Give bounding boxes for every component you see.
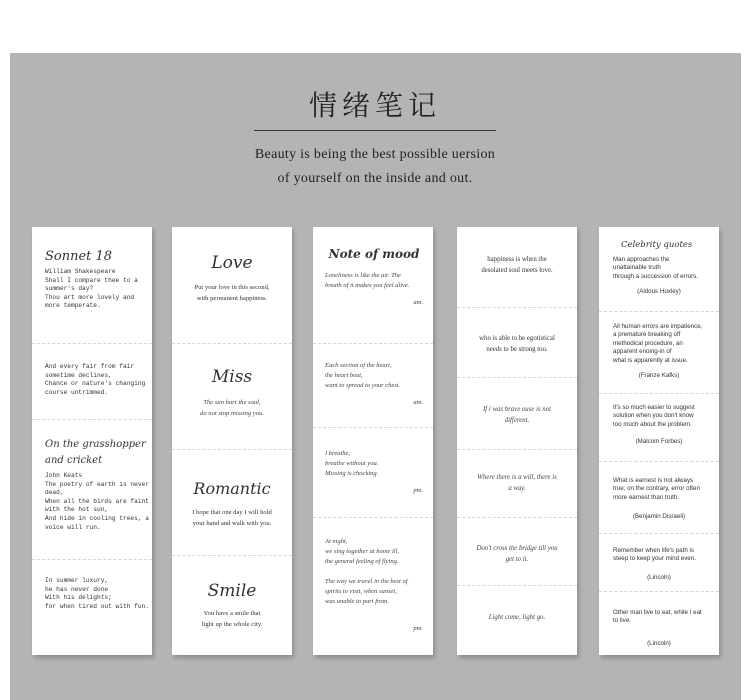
keats-title: On the grasshopper and cricket <box>45 439 146 466</box>
quote-section-5 <box>457 517 577 585</box>
mood-section-1 <box>313 227 433 331</box>
celebrity-section-2 <box>599 311 719 393</box>
quote-text-3: If i was brave ouse is not different. <box>483 406 551 424</box>
keats-text-2: In summer luxury, he has never done With his delights; for when tired out with fun. <box>45 577 149 610</box>
quote-text-2: who is able to be egotistical needs to be strong too. <box>479 335 555 353</box>
divider <box>32 419 152 420</box>
mood-note-card <box>313 227 433 655</box>
smile-text: You have a smile that light up the whole city. <box>201 610 263 628</box>
mood-text-3: I breathe, breathe without you. Missing is chocking. <box>325 450 379 477</box>
quote-card <box>457 227 577 655</box>
celebrity-quote-card <box>599 227 719 655</box>
keats-section <box>32 433 152 563</box>
miss-word: Miss <box>211 367 253 387</box>
mood-time-3: pm. <box>413 487 423 494</box>
poem-card <box>32 227 152 655</box>
sonnet-title: Sonnet 18 <box>45 249 113 264</box>
mood-text-2: Each section of the heart, the heart beat, want to spread to your chest. <box>325 362 401 389</box>
celebrity-text-2: All human errors are impatience, a premature breaking off methodical procedure, an apparent enoing-in of what is apparently at issue. <box>613 323 703 364</box>
celebrity-text-6: Other man live to eat, while I eat to live. <box>613 609 702 625</box>
keats-text: The poetry of earth is never dead, When all the birds are faint with the hot sun, And hide in cooling trees, a voice will run. <box>45 480 149 531</box>
romantic-word: Romantic <box>193 479 271 498</box>
celebrity-section-4 <box>599 461 719 533</box>
subtitle-line-1: Beauty is being the best possible uersion <box>254 147 496 162</box>
quote-section-6 <box>457 585 577 655</box>
celebrity-text-1: Man approaches the unattainable truth through a succession of errors. <box>613 256 698 280</box>
title-underline <box>254 130 496 131</box>
subtitle-line-2: of yourself on the inside and out. <box>277 171 473 186</box>
page-title: 情绪笔记 <box>308 89 441 122</box>
miss-text: The sun hurt the soul, do not stop missing you. <box>200 399 264 417</box>
sonnet-text: Shall I compare thee to a summer's day? Thou art more lovely and more temperate. <box>45 276 138 310</box>
celebrity-section-1 <box>599 227 719 311</box>
sonnet-author: William Shakespeare <box>45 268 116 275</box>
sonnet-section-2 <box>32 343 152 441</box>
celebrity-author-5: (Lincoln) <box>647 573 671 581</box>
celebrity-text-4: What is earnest is not always true; on the contrary, error often more earnest than truth. <box>613 477 700 501</box>
celebrity-author-3: (Malcom Forbes) <box>635 438 683 446</box>
keats-author: John Keats <box>45 472 83 479</box>
mood-time-1: am. <box>413 299 423 306</box>
sonnet-text-2: And every fair from fair sometime declines, Chance or nature's changing course untrimmed. <box>45 363 146 396</box>
miss-section <box>172 343 292 449</box>
quote-text-1: happiness is when the desolated soul meets love. <box>481 256 553 274</box>
romantic-text: I hope that one day I will hold your hand and walk with you. <box>192 509 272 527</box>
love-text: Put your love in this second, with permanent happiness. <box>194 284 270 302</box>
celebrity-author-2: (Franze Kafks) <box>638 372 680 380</box>
romantic-section <box>172 449 292 555</box>
mood-section-4 <box>313 517 433 655</box>
mood-time-4: pm. <box>413 625 423 632</box>
celebrity-author-6: (Lincoln) <box>647 639 671 647</box>
smile-section <box>172 555 292 655</box>
quote-text-5: Don't cross the bridge till you get to it. <box>476 545 558 563</box>
celebrity-author-4: (Benjamin Disraeli) <box>632 513 686 521</box>
quote-text-6: Light come, light go. <box>488 614 546 621</box>
divider <box>32 559 152 560</box>
mood-time-2: am. <box>413 399 423 406</box>
mood-section-3 <box>313 427 433 513</box>
celebrity-author-1: (Aldous Huxley) <box>637 288 681 296</box>
mood-text-1: Loneliness is like the air. The breath of it makes you feel alive. <box>325 272 410 289</box>
celebrity-section-6 <box>599 591 719 655</box>
quote-section-4 <box>457 449 577 517</box>
love-section <box>172 227 292 343</box>
quote-section-1 <box>457 227 577 307</box>
mood-title: Note of mood <box>328 247 420 261</box>
sonnet-section <box>32 227 152 343</box>
quote-section-3 <box>457 377 577 449</box>
emotion-word-card <box>172 227 292 655</box>
love-word: Love <box>211 253 253 273</box>
celebrity-title: Celebrity quotes <box>621 240 693 250</box>
celebrity-section-3 <box>599 393 719 461</box>
celebrity-section-5 <box>599 533 719 591</box>
quote-text-4: Where there is a will, there is a way. <box>477 474 557 492</box>
celebrity-text-3: It's so much easier to suggest solution when you don't know too much about the problem. <box>613 404 695 428</box>
mood-text-5: The way we travel in the best of spirits to visit, when sunset, was unable to part from. <box>325 578 408 605</box>
smile-word: Smile <box>207 581 257 601</box>
mood-section-2 <box>313 343 433 427</box>
celebrity-text-5: Remember when life's path is steep to keep your mind even. <box>613 547 696 563</box>
mood-text-4: At night, we sing together at home ill, the general feeling of flying. <box>325 538 400 565</box>
quote-section-2 <box>457 307 577 377</box>
keats-section-2 <box>32 577 152 655</box>
